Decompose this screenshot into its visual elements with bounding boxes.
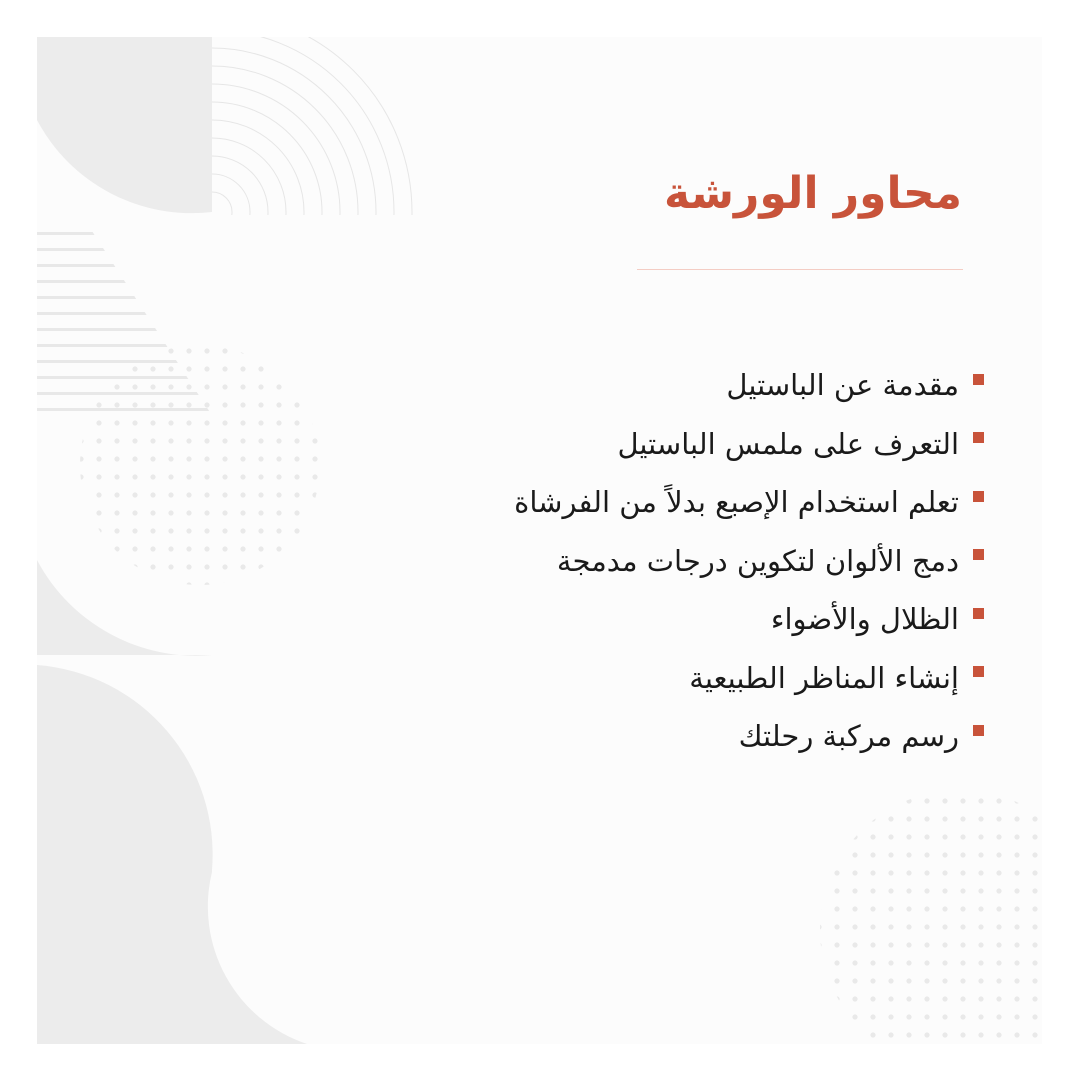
square-bullet-icon xyxy=(973,725,984,736)
topic-text: تعلم استخدام الإصبع بدلاً من الفرشاة xyxy=(514,485,959,520)
topic-text: رسم مركبة رحلتك xyxy=(738,719,959,754)
topic-text: التعرف على ملمس الباستيل xyxy=(617,426,959,461)
square-bullet-icon xyxy=(973,432,984,443)
topic-item xyxy=(514,707,984,766)
title-divider xyxy=(637,269,963,270)
square-bullet-icon xyxy=(973,491,984,502)
topic-text: الظلال والأضواء xyxy=(770,602,959,637)
topic-item xyxy=(514,473,984,532)
topic-item xyxy=(514,356,984,415)
topic-item xyxy=(514,649,984,708)
topics-list xyxy=(514,356,984,766)
topic-text: إنشاء المناظر الطبيعية xyxy=(689,660,959,695)
page-title: محاور الورشة xyxy=(664,168,962,219)
topic-item xyxy=(514,532,984,591)
topic-text: مقدمة عن الباستيل xyxy=(726,368,959,403)
square-bullet-icon xyxy=(973,549,984,560)
topic-text: دمج الألوان لتكوين درجات مدمجة xyxy=(556,543,959,578)
topic-item xyxy=(514,590,984,649)
topic-item xyxy=(514,415,984,474)
square-bullet-icon xyxy=(973,374,984,385)
square-bullet-icon xyxy=(973,608,984,619)
square-bullet-icon xyxy=(973,666,984,677)
